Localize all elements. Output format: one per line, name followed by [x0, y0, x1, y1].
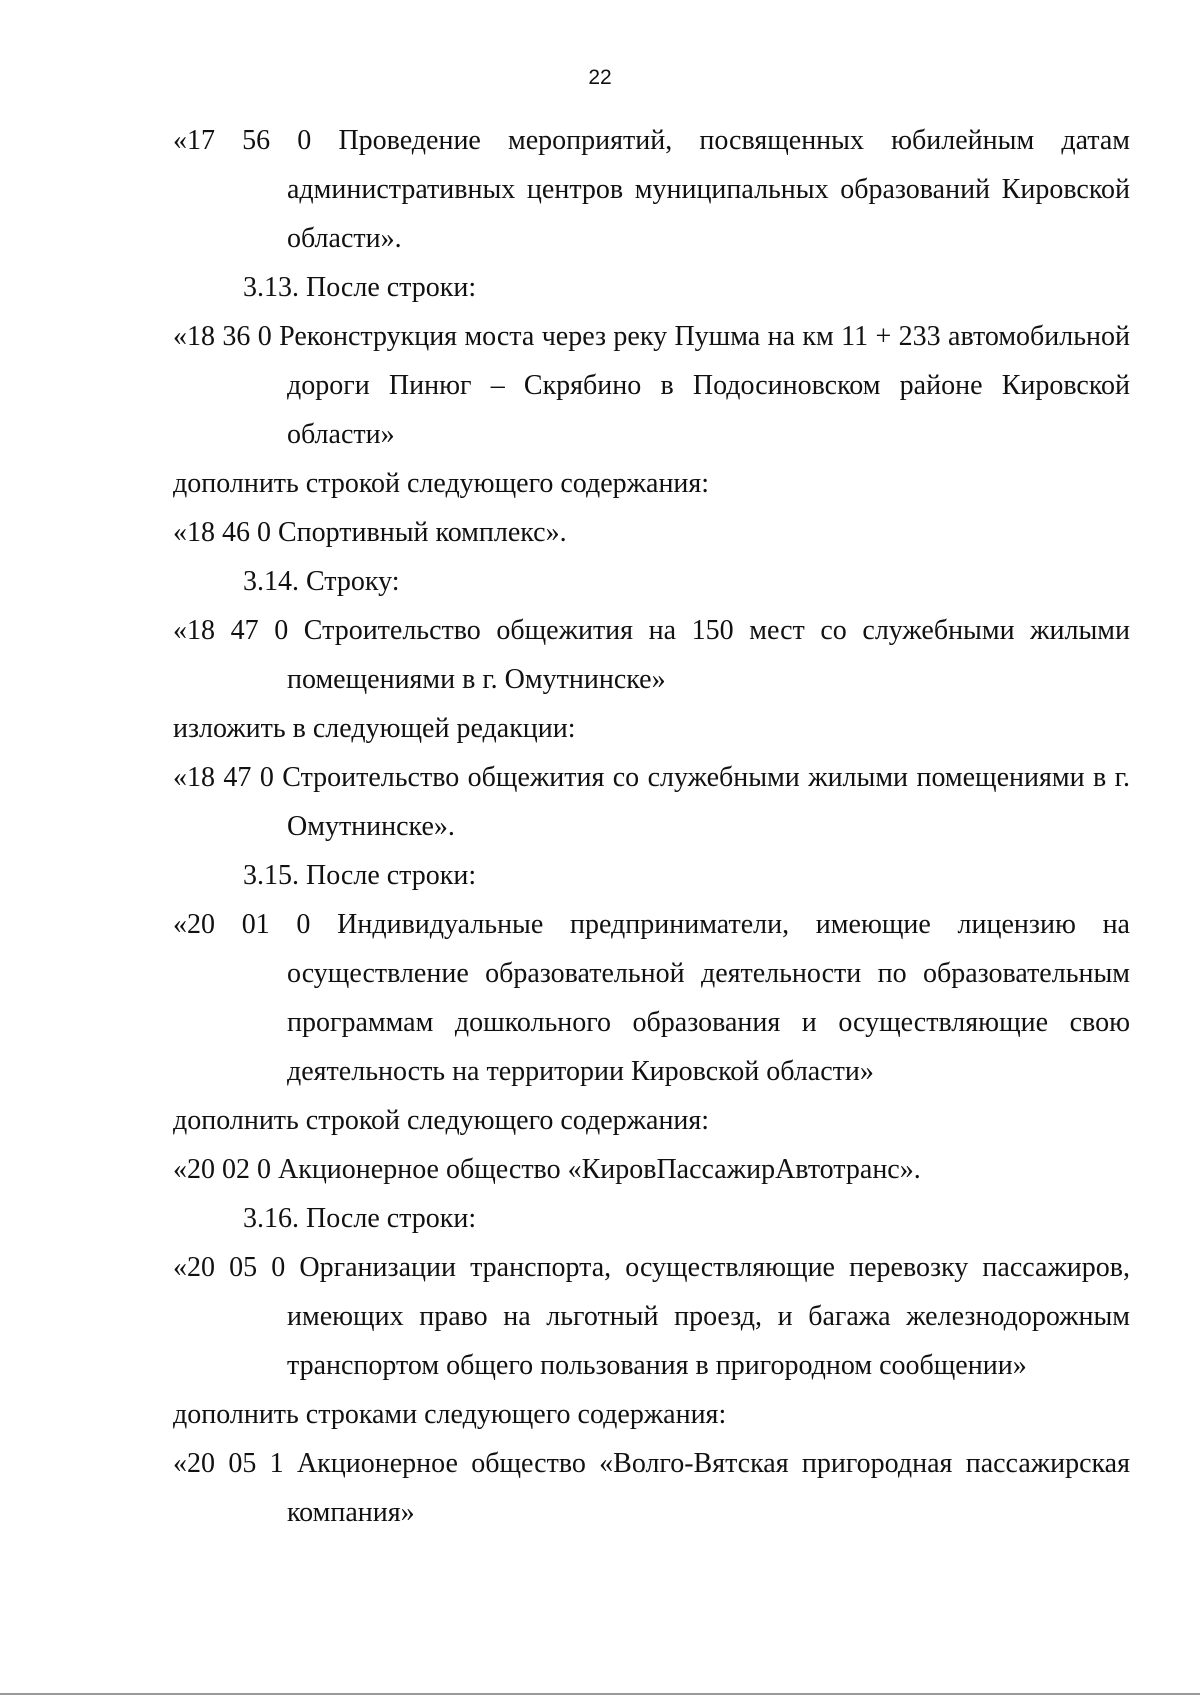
section-3-16-heading: 3.16. После строки:	[243, 1203, 477, 1234]
entry-20-01-0: «20 01 0 Индивидуальные предприниматели, имеющие лицензию на осуществление образовательной деятельности по образовательным программам дошкольного образования и осуществляющие свою деятельность на территории Кировской области»	[173, 909, 1130, 1087]
instruction-text: дополнить строками следующего содержания:	[173, 1399, 727, 1430]
document-body	[173, 116, 1130, 1537]
entry-18-46-0: «18 46 0 Спортивный комплекс».	[173, 517, 567, 548]
section-3-15-heading: 3.15. После строки:	[243, 860, 477, 891]
page-number: 22	[588, 66, 612, 89]
entry-17-56-0: «17 56 0 Проведение мероприятий, посвященных юбилейным датам административных центров муниципальных образований Кировской области».	[173, 125, 1130, 254]
section-3-14-heading: 3.14. Строку:	[243, 566, 400, 597]
entry-20-02-0: «20 02 0 Акционерное общество «КировПассажирАвтотранс».	[173, 1154, 921, 1185]
entry-18-47-0-new: «18 47 0 Строительство общежития со служебными жилыми помещениями в г. Омутнинске».	[173, 762, 1130, 842]
entry-18-36-0: «18 36 0 Реконструкция моста через реку Пушма на км 11 + 233 автомобильной дороги Пинюг – Скрябино в Подосиновском районе Кировской области»	[173, 321, 1130, 450]
instruction-text: дополнить строкой следующего содержания:	[173, 468, 710, 499]
entry-20-05-0: «20 05 0 Организации транспорта, осуществляющие перевозку пассажиров, имеющих право на льготный проезд, и багажа железнодорожным транспортом общего пользования в пригородном сообщении»	[173, 1252, 1130, 1381]
instruction-text: дополнить строкой следующего содержания:	[173, 1105, 710, 1136]
scan-edge-line	[0, 1693, 1200, 1695]
instruction-text: изложить в следующей редакции:	[173, 713, 576, 744]
entry-20-05-1: «20 05 1 Акционерное общество «Волго-Вятская пригородная пассажирская компания»	[173, 1448, 1130, 1528]
section-3-13-heading: 3.13. После строки:	[243, 272, 477, 303]
entry-18-47-0-old: «18 47 0 Строительство общежития на 150 мест со служебными жилыми помещениями в г. Омутнинске»	[173, 615, 1130, 695]
